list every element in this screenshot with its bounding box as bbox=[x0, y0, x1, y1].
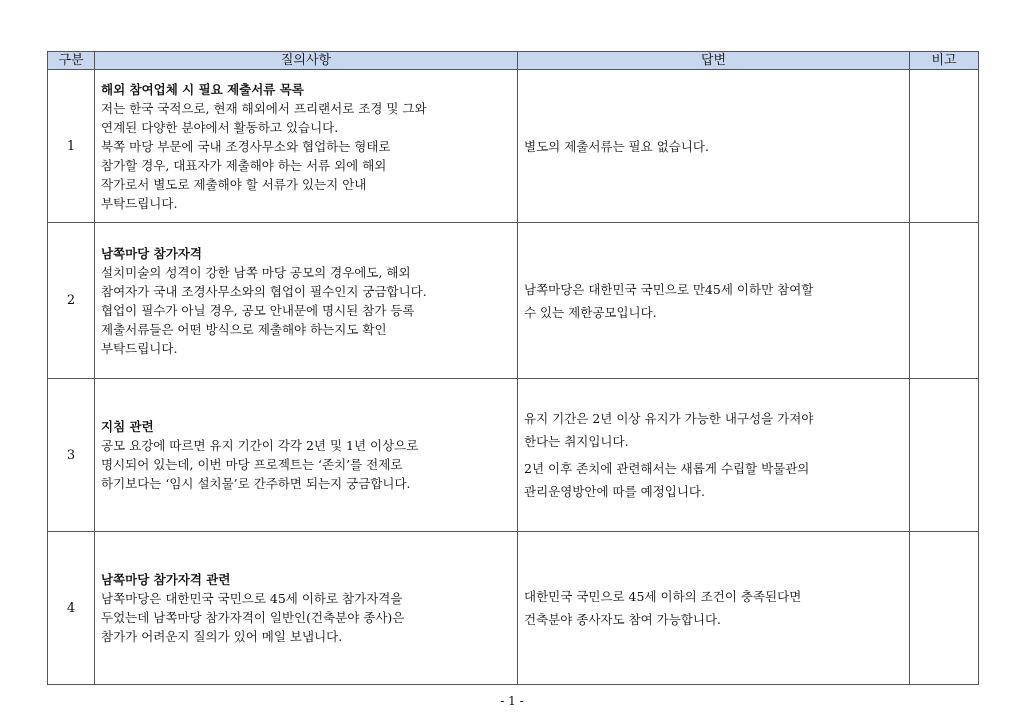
table-row bbox=[48, 532, 979, 685]
row-number: 4 bbox=[48, 532, 95, 685]
question-line: 공모 요강에 따르면 유지 기간이 각각 2년 및 1년 이상으로 bbox=[101, 438, 419, 453]
question-title: 해외 참여업체 시 필요 제출서류 목록 bbox=[101, 81, 304, 97]
header-note: 비고 bbox=[910, 52, 979, 70]
header-no: 구분 bbox=[48, 52, 95, 70]
question-line: 부탁드립니다. bbox=[101, 195, 178, 211]
answer-paragraph bbox=[524, 457, 909, 503]
header-question: 질의사항 bbox=[95, 52, 518, 70]
note-cell bbox=[910, 70, 979, 223]
question-line: 두었는데 남쪽마당 참가자격이 일반인(건축분야 종사)은 bbox=[101, 610, 405, 625]
header-answer: 답변 bbox=[518, 52, 910, 70]
answer-line: 한다는 취지입니다. bbox=[524, 434, 629, 449]
answer-line: 대한민국 국민으로 45세 이하의 조건이 충족된다면 bbox=[524, 589, 802, 604]
question-line: 제출서류들은 어떤 방식으로 제출해야 하는지도 확인 bbox=[101, 321, 387, 337]
question-title: 지침 관련 bbox=[101, 419, 154, 434]
answer-cell bbox=[518, 223, 910, 379]
question-line: 협업이 필수가 아닐 경우, 공모 안내문에 명시된 참가 등록 bbox=[101, 302, 415, 318]
answer-line: 2년 이후 존치에 관련해서는 새롭게 수립할 박물관의 bbox=[524, 461, 810, 476]
row-number: 1 bbox=[48, 70, 95, 223]
question-cell bbox=[95, 70, 518, 223]
question-line: 저는 한국 국적으로, 현재 해외에서 프리랜서로 조경 및 그와 bbox=[101, 100, 427, 116]
answer-line: 남쪽마당은 대한민국 국민으로 만45세 이하만 참여할 bbox=[524, 281, 814, 297]
question-line: 하기보다는 ‘임시 설치물’로 간주하면 되는지 궁금합니다. bbox=[101, 476, 411, 491]
table-row bbox=[48, 223, 979, 379]
answer-line: 건축분야 종사자도 참여 가능합니다. bbox=[524, 612, 722, 627]
question-line: 참여자가 국내 조경사무소와의 협업이 필수인지 궁금합니다. bbox=[101, 283, 427, 299]
qa-table bbox=[47, 51, 979, 685]
table-row bbox=[48, 379, 979, 532]
answer-line: 유지 기간은 2년 이상 유지가 가능한 내구성을 가져야 bbox=[524, 411, 814, 426]
question-title: 남쪽마당 참가자격 관련 bbox=[101, 572, 231, 587]
table-row bbox=[48, 70, 979, 223]
question-line: 설치미술의 성격이 강한 남쪽 마당 공모의 경우에도, 해외 bbox=[101, 264, 411, 280]
question-line: 작가로서 별도로 제출해야 할 서류가 있는지 안내 bbox=[101, 176, 367, 192]
answer-cell bbox=[518, 532, 910, 685]
question-cell bbox=[95, 532, 518, 685]
answer-line: 수 있는 제한공모입니다. bbox=[524, 304, 657, 320]
answer-line: 별도의 제출서류는 필요 없습니다. bbox=[524, 138, 709, 154]
note-cell bbox=[910, 379, 979, 532]
question-line: 북쪽 마당 부문에 국내 조경사무소와 협업하는 형태로 bbox=[101, 138, 391, 154]
note-cell bbox=[910, 532, 979, 685]
question-cell bbox=[95, 379, 518, 532]
question-line: 연계된 다양한 분야에서 활동하고 있습니다. bbox=[101, 119, 339, 135]
answer-cell bbox=[518, 70, 910, 223]
answer-line: 관리운영방안에 따를 예정입니다. bbox=[524, 484, 705, 499]
question-line: 참가가 어려운지 질의가 있어 메일 보냅니다. bbox=[101, 629, 343, 644]
answer-paragraph bbox=[524, 585, 909, 631]
page-number: - 1 - bbox=[500, 694, 524, 708]
row-number: 2 bbox=[48, 223, 95, 379]
answer-cell bbox=[518, 379, 910, 532]
question-cell bbox=[95, 223, 518, 379]
question-line: 명시되어 있는데, 이번 마당 프로젝트는 ‘존치’를 전제로 bbox=[101, 457, 403, 472]
question-title: 남쪽마당 참가자격 bbox=[101, 245, 202, 261]
answer-paragraph bbox=[524, 278, 909, 324]
question-line: 참가할 경우, 대표자가 제출해야 하는 서류 외에 해외 bbox=[101, 157, 387, 173]
question-line: 부탁드립니다. bbox=[101, 340, 178, 356]
row-number: 3 bbox=[48, 379, 95, 532]
table-header-row bbox=[48, 52, 979, 70]
note-cell bbox=[910, 223, 979, 379]
answer-paragraph bbox=[524, 407, 909, 453]
question-line: 남쪽마당은 대한민국 국민으로 45세 이하로 참가자격을 bbox=[101, 591, 403, 606]
